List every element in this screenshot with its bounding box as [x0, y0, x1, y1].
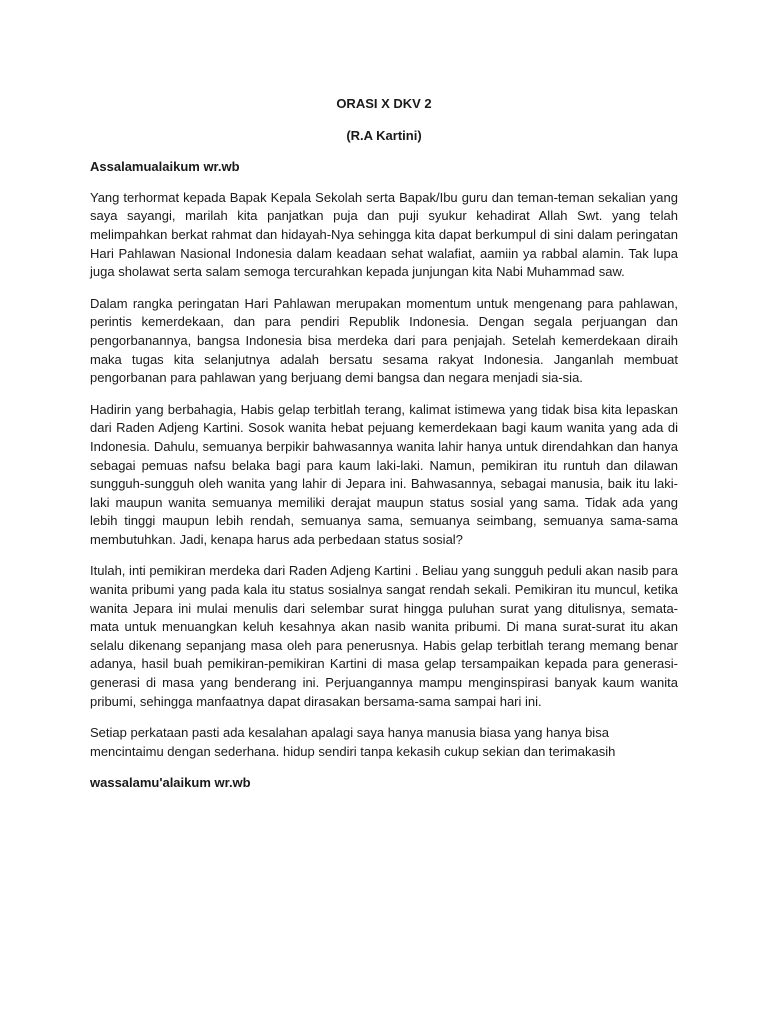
closing-greeting: wassalamu'alaikum wr.wb — [90, 775, 251, 791]
paragraph-pemikiran: Itulah, inti pemikiran merdeka dari Raden Adjeng Kartini . Beliau yang sungguh peduli akan nasib para wanita pribumi yang pada kala itu status sosialnya sangat rendah sekali. Pemikiran itu muncul, ketika wanita Jepara ini mulai menulis dari selembar surat hingga puluhan surat yang ditulisnya, semata-mata untuk menuangkan keluh kesahnya akan nasib wanita pribumi. Di mana surat-surat itu akan selalu dikenang sepanjang masa oleh para penerusnya. Habis gelap terbitlah terang memang benar adanya, hasil buah pemikiran-pemikiran Kartini di masa gelap tersampaikan kepada para generasi-generasi di masa yang benderang ini. Perjuangannya mampu menginspirasi banyak kaum wanita pribumi, sehingga manfaatnya dapat dirasakan bersama-sama sampai hari ini. — [90, 563, 678, 709]
document-subtitle: (R.A Kartini) — [346, 127, 422, 143]
document-title: ORASI X DKV 2 — [336, 96, 432, 111]
paragraph-penutup: Setiap perkataan pasti ada kesalahan apalagi saya hanya manusia biasa yang hanya bisa mencintaimu dengan sederhana. hidup sendiri tanpa kekasih cukup sekian dan terimakasih — [90, 725, 616, 759]
opening-greeting: Assalamualaikum wr.wb — [90, 159, 240, 175]
document-page — [90, 95, 678, 793]
paragraph-opening: Yang terhormat kepada Bapak Kepala Sekolah serta Bapak/Ibu guru dan teman-teman sekalian yang saya sayangi, marilah kita panjatkan puja dan puji syukur kehadirat Allah Swt. yang telah melimpahkan berkat rahmat dan hidayah-Nya sehingga kita dapat berkumpul di sini dalam peringatan Hari Pahlawan Nasional Indonesia dalam keadaan sehat walafiat, aamiin ya rabbal alamin. Tak lupa juga sholawat serta salam semoga tercurahkan kepada junjungan kita Nabi Muhammad saw. — [90, 189, 678, 280]
paragraph-kartini: Hadirin yang berbahagia, Habis gelap terbitlah terang, kalimat istimewa yang tidak bisa kita lepaskan dari Raden Adjeng Kartini. Sosok wanita hebat pejuang kemerdekaan bagi kaum wanita yang ada di Indonesia. Dahulu, semuanya berpikir bahwasannya wanita lahir hanya untuk direndahkan dan hanya sebagai pemuas nafsu belaka bagi para kaum laki-laki. Namun, pemikiran itu runtuh dan dilawan sungguh-sungguh oleh wanita yang lahir di Jepara ini. Bahwasannya, sebagai manusia, baik itu laki-laki maupun wanita semuanya memiliki derajat maupun status sosial yang sama. Tidak ada yang lebih tinggi maupun lebih rendah, semuanya sama, semuanya seimbang, semuanya sama-sama membutuhkan. Jadi, kenapa harus ada perbedaan status sosial? — [90, 401, 678, 547]
paragraph-hari-pahlawan: Dalam rangka peringatan Hari Pahlawan merupakan momentum untuk mengenang para pahlawan, perintis kemerdekaan, dan para pendiri Republik Indonesia. Dengan segala perjuangan dan pengorbanannya, bangsa Indonesia bisa merdeka dari para penjajah. Setelah kemerdekaan diraih maka tugas kita selanjutnya adalah bersatu sesama rakyat Indonesia. Janganlah membuat pengorbanan para pahlawan yang berjuang demi bangsa dan negara menjadi sia-sia. — [90, 295, 678, 386]
